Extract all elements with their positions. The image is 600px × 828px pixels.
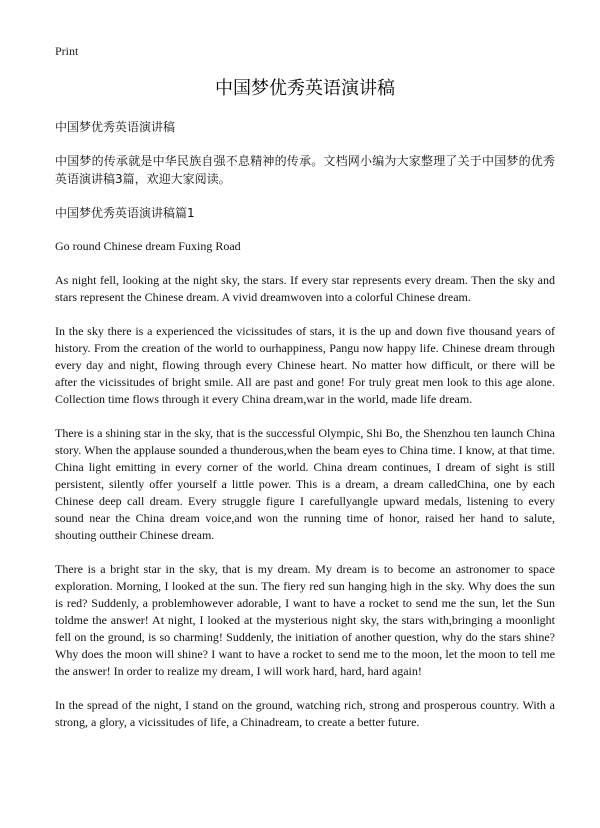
document-subtitle: 中国梦优秀英语演讲稿 [55,120,176,134]
intro-paragraph: 中国梦的传承就是中华民族自强不息精神的传承。文档网小编为大家整理了关于中国梦的优秀英语演讲稿3篇，欢迎大家阅读。 [55,154,555,186]
print-link[interactable]: Print [55,44,79,58]
document-content [55,76,555,748]
section-heading: 中国梦优秀英语演讲稿篇1 [55,206,195,220]
body-paragraph: As night fell, looking at the night sky, the stars. If every star represents every dream. Then the sky and stars represent the Chinese dream. A vivid dreamwoven into a colorful Chinese dream. [55,273,555,304]
document-title: 中国梦优秀英语演讲稿 [215,78,395,99]
speech-title: Go round Chinese dream Fuxing Road [55,239,241,253]
body-paragraph: In the sky there is a experienced the vicissitudes of stars, it is the up and down five thousand years of history. From the creation of the world to ourhappiness, Pangu now happy life. Chinese dream through every day and night, flowing through every Chinese heart. No matter how difficult, or there will be after the vicissitudes of bright smile. All are past and gone! For truly great men look to this age alone. Collection time flows through it every China dream,war in the world, made life dream. [55,324,555,406]
body-paragraph: In the spread of the night, I stand on the ground, watching rich, strong and prosperous country. With a strong, a glory, a vicissitudes of life, a Chinadream, to create a better future. [55,698,555,729]
body-paragraph: There is a shining star in the sky, that is the successful Olympic, Shi Bo, the Shenzhou ten launch China story. When the applause sounded a thunderous,when the beam eyes to China time. I know, at that time. China light emitting in every corner of the world. China dream continues, I dream of sight is still persistent, silently offer yourself a little power. This is a dream, a dream calledChina, one by each Chinese deep call dream. Every struggle figure I carefullyangle upward medals, listening to every sound near the China dream voice,and won the running time of honor, raised her hand to salute, shouting outtheir Chinese dream. [55,426,555,542]
body-paragraph: There is a bright star in the sky, that is my dream. My dream is to become an astronomer to space exploration. Morning, I looked at the sun. The fiery red sun hanging high in the sky. Why does the sun is red? Suddenly, a problemhowever adorable, I want to have a rocket to send me the sun, let the Sun toldme the answer! At night, I looked at the mysterious night sky, the stars with,bringing a moonlight fell on the ground, is so charming! Suddenly, the initiation of another question, why do the stars shine? Why does the moon will shine? I want to have a rocket to send me to the moon, let the moon to tell me the answer! In order to realize my dream, I will work hard, hard, hard again! [55,562,555,678]
